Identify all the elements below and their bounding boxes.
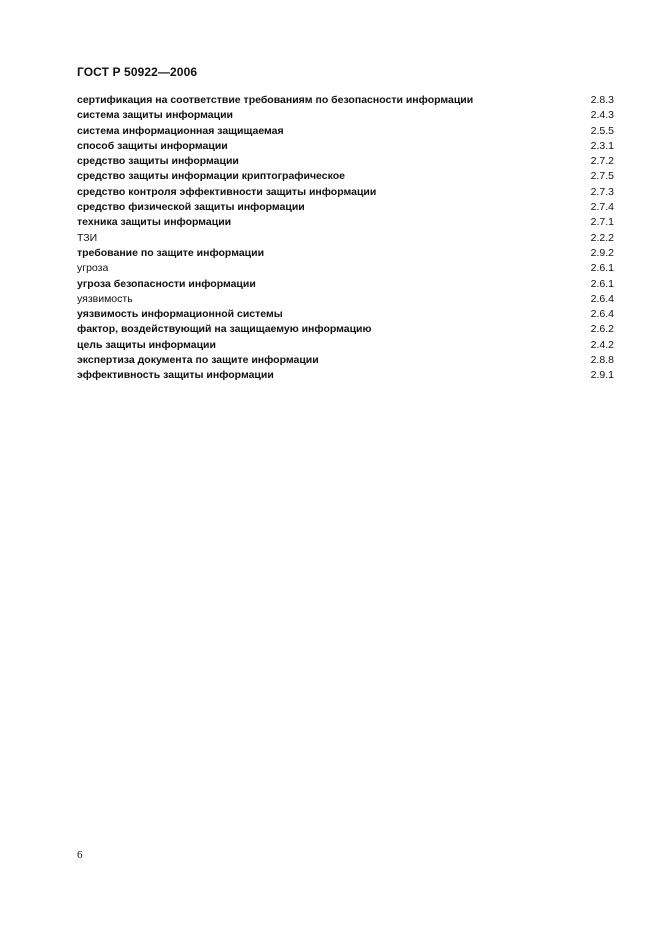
index-reference: 2.6.2 <box>590 323 614 336</box>
index-reference: 2.8.3 <box>590 94 614 106</box>
index-reference: 2.7.3 <box>590 185 614 198</box>
index-term: эффективность защиты информации <box>77 369 274 382</box>
index-entry <box>77 368 614 383</box>
index-entry <box>77 261 614 276</box>
index-reference: 2.4.3 <box>590 109 614 122</box>
index-term: сертификация на соответствие требованиям по безопасности информации <box>77 94 474 106</box>
index-entry <box>77 93 614 108</box>
index-entry <box>77 124 614 139</box>
index-reference: 2.6.4 <box>590 292 614 305</box>
index-term: уязвимость <box>77 292 133 305</box>
index-reference: 2.4.2 <box>590 338 614 351</box>
index-term: требование по защите информации <box>77 246 265 259</box>
index-reference: 2.7.5 <box>590 170 614 183</box>
index-reference: 2.2.2 <box>590 231 614 244</box>
index-term: средство физической защиты информации <box>77 201 305 214</box>
index-reference: 2.3.1 <box>590 139 614 152</box>
index-entry <box>77 277 614 292</box>
index-term: система информационная защищаемая <box>77 124 284 137</box>
index-term: средство защиты информации криптографическое <box>77 170 345 183</box>
index-reference: 2.9.2 <box>590 246 614 259</box>
index-reference: 2.7.4 <box>590 201 614 214</box>
index-term: система защиты информации <box>77 109 233 122</box>
index-reference: 2.6.1 <box>590 262 614 275</box>
index-term: уязвимость информационной системы <box>77 308 283 321</box>
index-reference: 2.9.1 <box>590 369 614 382</box>
index-entry <box>77 307 614 322</box>
index-entry <box>77 353 614 368</box>
index-entry <box>77 322 614 337</box>
index-term: угроза <box>77 262 109 275</box>
index-entry <box>77 108 614 123</box>
page-number: 6 <box>77 849 83 861</box>
index-entry <box>77 215 614 230</box>
index-term: средство защиты информации <box>77 155 239 168</box>
index-reference: 2.6.4 <box>590 308 614 321</box>
index-entry <box>77 169 614 184</box>
index-term: способ защиты информации <box>77 139 228 152</box>
index-term: средство контроля эффективности защиты информации <box>77 185 377 198</box>
index-entry <box>77 185 614 200</box>
index-term: фактор, воздействующий на защищаемую информацию <box>77 323 372 336</box>
index-entry <box>77 338 614 353</box>
document-header: ГОСТ Р 50922—2006 <box>77 65 198 79</box>
index-entry <box>77 231 614 246</box>
index-term: техника защиты информации <box>77 216 232 229</box>
index-entry <box>77 139 614 154</box>
index-entry <box>77 246 614 261</box>
index-term: экспертиза документа по защите информации <box>77 354 319 367</box>
term-index-list <box>77 93 614 384</box>
index-term: ТЗИ <box>77 231 98 244</box>
index-entry <box>77 292 614 307</box>
index-term: угроза безопасности информации <box>77 277 256 290</box>
index-term: цель защиты информации <box>77 338 216 351</box>
index-reference: 2.5.5 <box>590 124 614 137</box>
index-entry <box>77 154 614 169</box>
index-entry <box>77 200 614 215</box>
index-reference: 2.8.8 <box>590 354 614 367</box>
index-reference: 2.7.2 <box>590 155 614 168</box>
index-reference: 2.7.1 <box>590 216 614 229</box>
index-reference: 2.6.1 <box>590 277 614 290</box>
